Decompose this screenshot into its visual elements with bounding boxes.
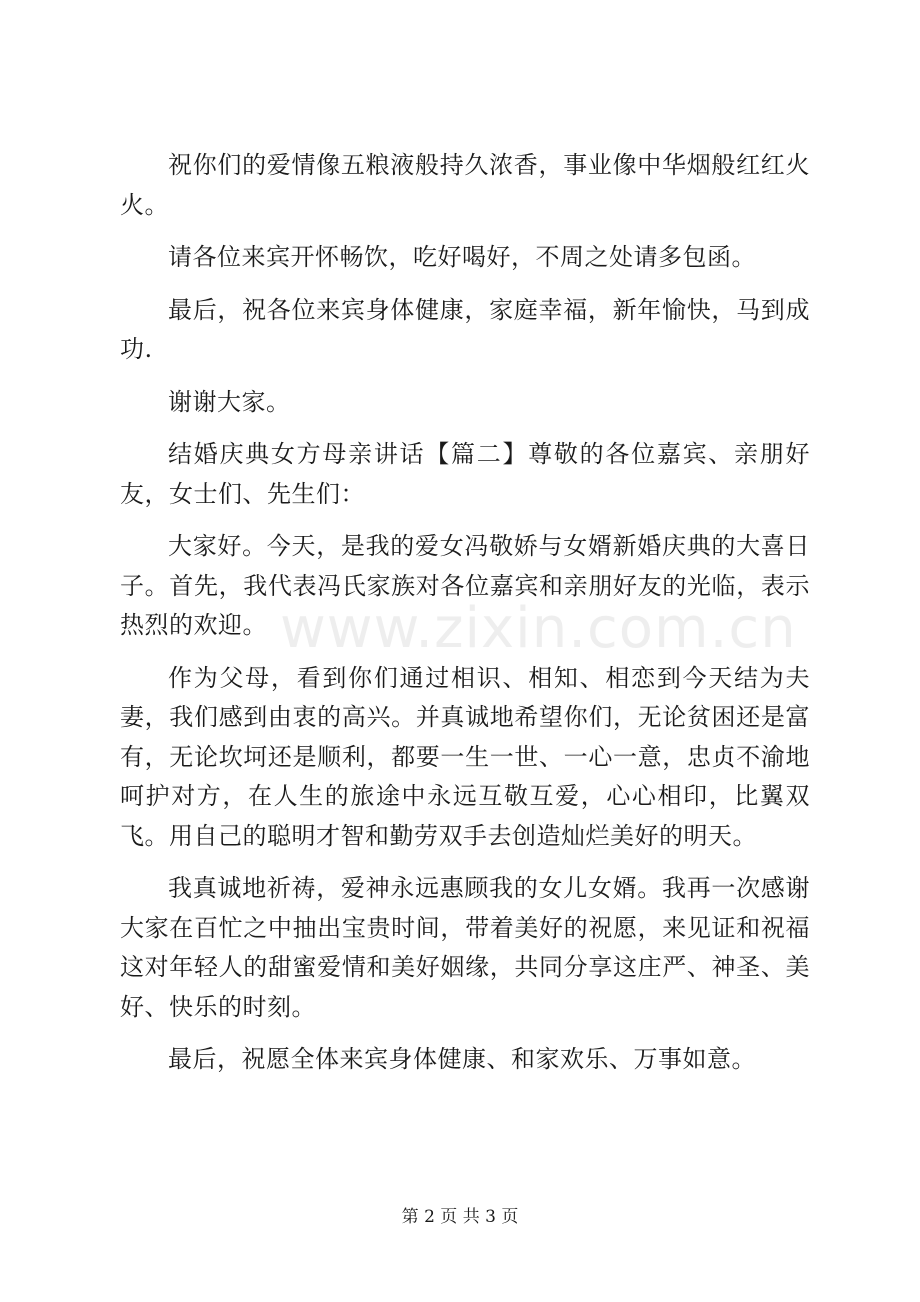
paragraph: 谢谢大家。 [168,387,291,416]
paragraph: 作为父母，看到你们通过相识、相知、相恋到今天结为夫妻，我们感到由衷的高兴。并真诚地希望你们，无论贫困还是富有，无论坎坷还是顺利，都要一生一世、一心一意，忠贞不渝地呵护对方，在人生的旅途中永远互敬互爱，心心相印，比翼双飞。用自己的聪明才智和勤劳双手去创造灿烂美好的明天。 [120,663,810,850]
paragraph: 请各位来宾开怀畅饮，吃好喝好，不周之处请多包函。 [168,243,756,271]
paragraph: 祝你们的爱情像五粮液般持久浓香，事业像中华烟般红红火火。 [120,151,810,219]
page-footer: 第 2 页 共 3 页 [401,1207,519,1227]
paragraph: 我真诚地祈祷，爱神永远惠顾我的女儿女婿。我再一次感谢大家在百忙之中抽出宝贵时间，带着美好的祝愿，来见证和祝福这对年轻人的甜蜜爱情和美好姻缘，共同分享这庄严、神圣、美好、快乐的时刻。 [120,874,810,1021]
paragraph: 最后，祝各位来宾身体健康，家庭幸福，新年愉快，马到成功. [120,295,810,363]
paragraph: 大家好。今天，是我的爱女冯敬娇与女婿新婚庆典的大喜日子。首先，我代表冯氏家族对各位嘉宾和亲朋好友的光临，表示热烈的欢迎。 [120,532,810,639]
document-body [120,146,810,1093]
paragraph: 最后，祝愿全体来宾身体健康、和家欢乐、万事如意。 [168,1045,756,1073]
watermark: www.zixin.com.cn [280,596,797,661]
paragraph: 结婚庆典女方母亲讲话【篇二】尊敬的各位嘉宾、亲朋好友，女士们、先生们： [120,440,810,508]
